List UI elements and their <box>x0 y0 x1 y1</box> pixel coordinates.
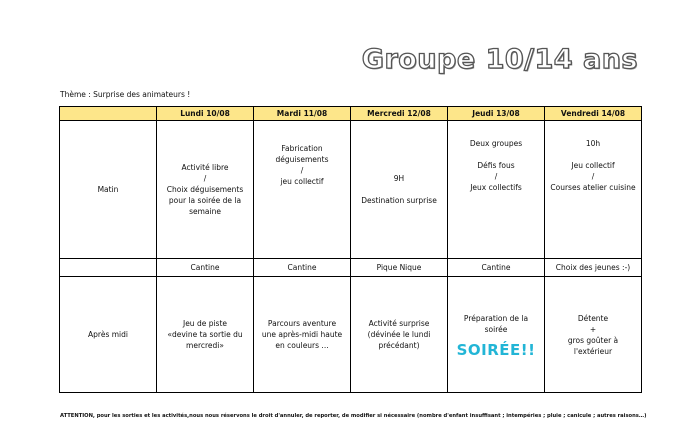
cell-line: en couleurs ... <box>275 341 329 350</box>
day-header: Mardi 11/08 <box>254 107 351 121</box>
cell-line: Défis fous <box>477 161 515 170</box>
apres-midi-cell <box>157 277 254 393</box>
row-label: Après midi <box>60 277 157 393</box>
cell-line: (dévinée le lundi <box>367 330 431 339</box>
apres-midi-cell <box>351 277 448 393</box>
cell-line: Activité surprise <box>368 319 430 328</box>
day-header: Lundi 10/08 <box>157 107 254 121</box>
lunch-cell: Cantine <box>448 259 545 277</box>
cell-line: / <box>203 174 207 183</box>
cell-line <box>547 149 639 160</box>
header-row <box>60 107 642 121</box>
matin-cell <box>157 121 254 259</box>
matin-cell <box>545 121 642 259</box>
day-header: Jeudi 13/08 <box>448 107 545 121</box>
apres-midi-cell <box>448 277 545 393</box>
cell-line: Destination surprise <box>361 196 437 205</box>
matin-cell <box>254 121 351 259</box>
matin-cell <box>351 121 448 259</box>
cell-line <box>353 184 445 195</box>
soiree-highlight: SOIRÉE!! <box>456 341 536 359</box>
cell-line: / <box>591 172 595 181</box>
cell-line: l'extérieur <box>573 346 613 356</box>
lunch-cell: Pique Nique <box>351 259 448 277</box>
row-label: Matin <box>60 121 157 259</box>
cell-line: Préparation de la <box>463 314 529 323</box>
cell-line: Jeu collectif <box>571 161 615 170</box>
cell-line: / <box>300 166 304 175</box>
row-label <box>60 259 157 277</box>
apres-midi-cell <box>254 277 351 393</box>
cell-line: Jeu de piste <box>182 319 228 328</box>
cell-line <box>450 149 542 160</box>
lunch-cell: Cantine <box>157 259 254 277</box>
cell-line: Parcours aventure <box>267 319 337 328</box>
cell-line: + <box>589 324 597 334</box>
lunch-cell: Cantine <box>254 259 351 277</box>
cell-line: soirée <box>484 325 508 334</box>
cell-line: gros goûter à <box>567 335 619 345</box>
cell-line: Jeux collectifs <box>470 183 522 192</box>
theme-text: Thème : Surprise des animateurs ! <box>60 90 191 99</box>
cell-line: Fabrication <box>281 144 323 153</box>
cell-line: 9H <box>393 174 405 183</box>
day-header: Mercredi 12/08 <box>351 107 448 121</box>
cell-line: Deux groupes <box>469 139 523 148</box>
cell-line: Activité libre <box>181 163 229 172</box>
cell-line: / <box>494 172 498 181</box>
row-matin <box>60 121 642 259</box>
cell-line: Courses atelier cuisine <box>550 183 636 192</box>
day-header: Vendredi 14/08 <box>545 107 642 121</box>
cell-line: Détente <box>577 313 609 323</box>
schedule-table <box>59 106 642 393</box>
cell-line: Choix déguisements <box>166 185 244 194</box>
cell-line: 10h <box>585 139 601 148</box>
cell-line: déguisements <box>275 155 329 164</box>
cell-line: jeu collectif <box>280 177 324 186</box>
cell-line: «devine ta sortie du <box>167 330 243 339</box>
cell-line: semaine <box>189 207 221 216</box>
cell-line: mercredi» <box>186 341 224 350</box>
corner-cell <box>60 107 157 121</box>
cell-line: précédant) <box>378 341 420 350</box>
page-title: Groupe 10/14 ans <box>361 44 638 75</box>
cell-line: pour la soirée de la <box>168 196 242 205</box>
apres-midi-cell <box>545 277 642 393</box>
row-apres-midi <box>60 277 642 393</box>
lunch-cell: Choix des jeunes :-) <box>545 259 642 277</box>
row-lunch <box>60 259 642 277</box>
cell-line: une après-midi haute <box>261 330 343 339</box>
warning-note: ATTENTION, pour les sorties et les activités,nous nous réservons le droit d'annuler, de reporter, de modifier si nécessaire (nombre d'enfant insuffisant ; intempéries ; pluie ; canicule ; autres raisons…) <box>60 413 647 419</box>
matin-cell <box>448 121 545 259</box>
